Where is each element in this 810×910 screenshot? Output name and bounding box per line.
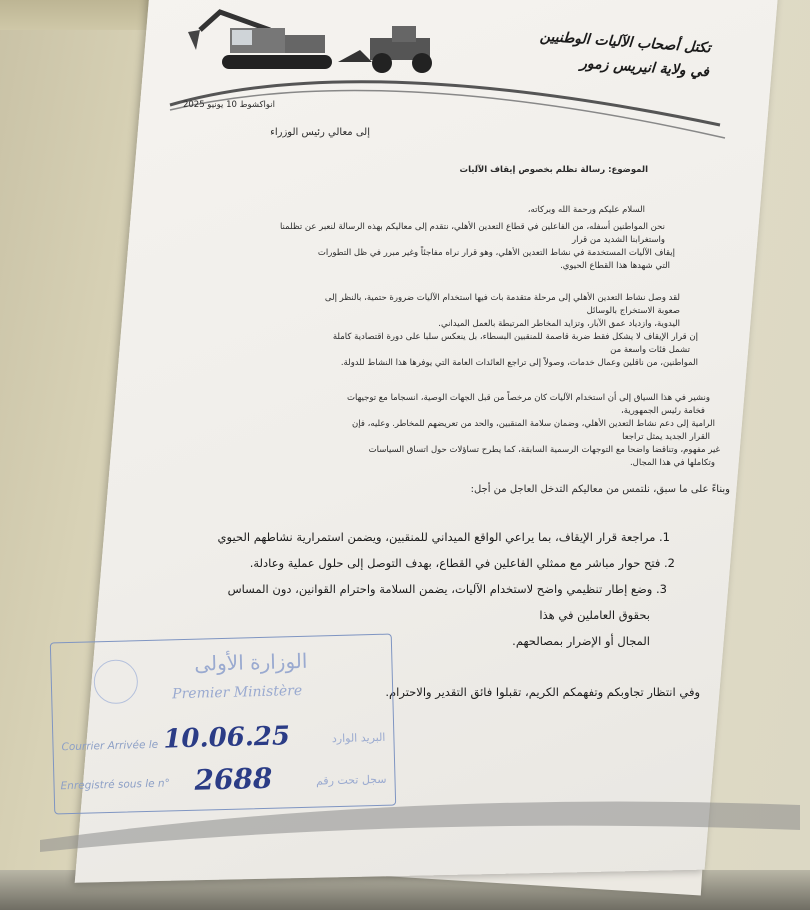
request-intro: وبناءً على ما سبق، نلتمس من معاليكم التدخل العاجل من أجل: [470, 484, 730, 495]
request-item: 1. مراجعة قرار الإيقاف، بما يراعي الواقع الميداني للمنقبين، ويضمن استمرارية نشاطهم الحيوي [217, 530, 670, 544]
p2-line: صعوبة الاستخراج بالوسائل [586, 306, 680, 316]
request-item: بحقوق العاملين في هذا [539, 608, 650, 622]
p2-line: المواطنين، من ناقلين وعمال خدمات، وصولاً إلى تراجع العائدات العامة التي يوفرها هذا النشاط للدولة. [340, 358, 698, 368]
letter-greeting: السلام عليكم ورحمة الله وبركاته، [527, 205, 645, 215]
handwritten-received-date: 10.06.25 [162, 721, 291, 755]
seal-icon [93, 659, 138, 704]
p1-line: التي شهدها هذا القطاع الحيوي. [560, 261, 670, 271]
letter-subject: الموضوع: رسالة تظلم بخصوص إيقاف الآليات [459, 165, 648, 175]
p1-line: نحن المواطنين أسفله، من الفاعلين في قطاع التعدين الأهلي، نتقدم إلى معاليكم بهذه الرسالة لنعبر عن تظلمنا [279, 222, 665, 232]
p1-line: واستغرابنا الشديد من قرار [572, 235, 665, 245]
p2-line: إن قرار الإيقاف لا يشكل فقط ضربة قاصمة للمنقبين البسطاء، بل ينعكس سلبا على دورة اقتصادية كاملة [332, 332, 698, 342]
loader-icon [338, 26, 432, 73]
request-item: 3. وضع إطار تنظيمي واضح لاستخدام الآليات، يضمن السلامة واحترام القوانين، دون المساس [227, 582, 667, 596]
p3-line: وتكاملها في هذا المجال. [629, 458, 715, 468]
letter-date: انواكشوط 10 يونيو 2025 [182, 100, 275, 110]
p2-line: اليدوية، وازدياد عمق الآبار، وتزايد المخاطر المرتبطة بالعمل الميداني. [438, 319, 680, 329]
org-line-1: تكتل أصحاب الآليات الوطنيين [539, 28, 712, 57]
p3-line: فخامة رئيس الجمهورية، [621, 406, 705, 416]
stamp-ministry-ar: الوزارة الأولى [194, 648, 308, 676]
letter-recipient: إلى معالي رئيس الوزراء [270, 127, 370, 138]
p2-line: لقد وصل نشاط التعدين الأهلي إلى مرحلة متقدمة بات فيها استخدام الآليات ضرورة حتمية، بالنظر إلى [324, 293, 680, 303]
p3-line: ونشير في هذا السياق إلى أن استخدام الآليات كان مرخصاً من قبل الجهات الوصية، انسجاما مع توجيهات [347, 393, 710, 403]
stamp-ministry-fr: Premier Ministère [171, 682, 303, 703]
stamp-registered-label-ar: سجل تحت رقم [315, 772, 387, 788]
header-swoosh-thin [170, 90, 725, 138]
stamp-received-label-fr: Courrier Arrivée le [61, 738, 159, 754]
stamp-received-label-ar: البريد الوارد [331, 730, 386, 746]
request-item: 2. فتح حوار مباشر مع ممثلي الفاعلين في القطاع، بهدف التوصل إلى حلول عملية وعادلة. [249, 556, 675, 570]
request-item: المجال أو الإضرار بمصالحهم. [512, 634, 650, 648]
org-line-2: في ولاية انيريس زمور [579, 55, 710, 81]
p2-line: تشمل فئات واسعة من [610, 345, 690, 355]
stamp-registered-label-fr: Enregistré sous le n° [60, 777, 171, 793]
excavator-icon [188, 12, 332, 69]
handwritten-registration-number: 2688 [194, 761, 273, 797]
p3-line: الرامية إلى دعم نشاط التعدين الأهلي، وضمان سلامة المنقبين، والحد من تعريضهم للمخاطر. وعليه، فإن [352, 419, 715, 429]
p1-line: إيقاف الآليات المستخدمة في نشاط التعدين الأهلي، وهو قرار نراه مفاجئاً وغير مبرر في ظل التطورات [317, 248, 675, 258]
p3-line: غير مفهوم، وتناقضا واضحا مع التوجهات الرسمية السابقة، كما يطرح تساؤلات حول اتساق السياسات [368, 445, 720, 455]
letter-closing: وفي انتظار تجاوبكم وتفهمكم الكريم، تقبلوا فائق التقدير والاحترام. [385, 685, 700, 699]
reception-stamp [50, 634, 396, 815]
footer-swoosh [40, 790, 800, 860]
p3-line: القرار الجديد يمثل تراجعا [622, 432, 710, 442]
